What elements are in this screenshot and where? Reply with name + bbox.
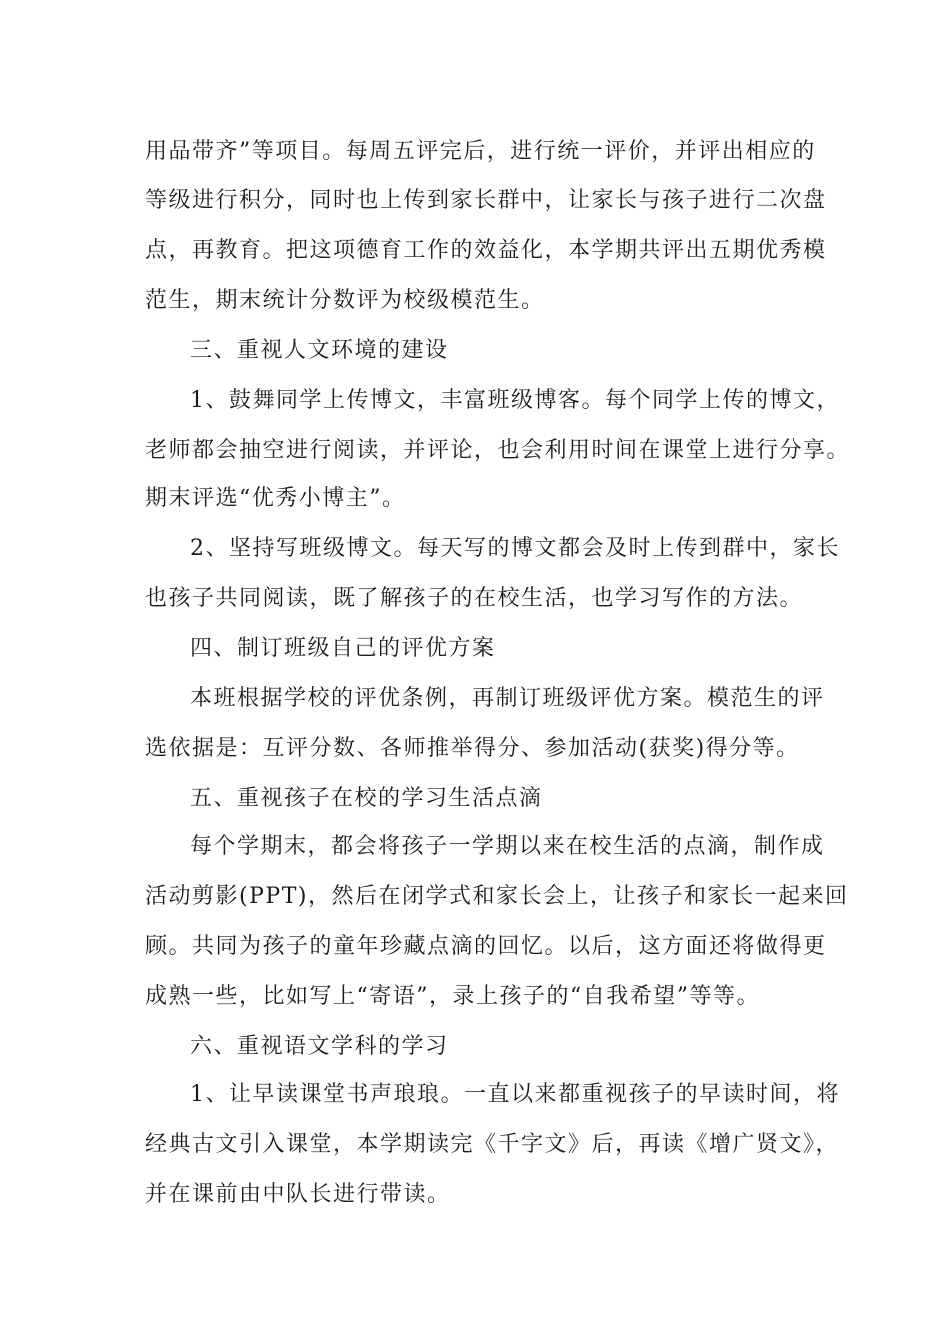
paragraph-line: 成熟一些，比如写上“寄语”，录上孩子的“自我希望”等等。 [145,984,760,1009]
paragraph-line: 本班根据学校的评优条例，再制订班级评优方案。模范生的评 [190,686,825,711]
paragraph-line: 用品带齐”等项目。每周五评完后，进行统一评价，并评出相应的 [145,139,816,164]
paragraph-line: 1、鼓舞同学上传博文，丰富班级博客。每个同学上传的博文， [190,388,840,413]
paragraph-line: 点，再教育。把这项德育工作的效益化，本学期共评出五期优秀模 [145,238,827,263]
paragraph-line: 2、坚持写班级博文。每天写的博文都会及时上传到群中，家长 [190,536,840,561]
paragraph-line: 期末评选“优秀小博主”。 [145,486,406,511]
paragraph-line: 经典古文引入课堂，本学期读完《千字文》后，再读《增广贤文》， [145,1132,840,1157]
paragraph-line: 老师都会抽空进行阅读，并评论，也会利用时间在课堂上进行分享。 [145,438,851,463]
section-heading-6: 六、重视语文学科的学习 [190,1034,449,1059]
paragraph-line: 也孩子共同阅读，既了解孩子的在校生活，也学习写作的方法。 [145,586,804,611]
paragraph-line: 1、让早读课堂书声琅琅。一直以来都重视孩子的早读时间，将 [190,1082,840,1107]
paragraph-line: 选依据是：互评分数、各师推举得分、参加活动(获奖)得分等。 [145,736,800,761]
paragraph-line: 等级进行积分，同时也上传到家长群中，让家长与孩子进行二次盘 [145,188,827,213]
section-heading-3: 三、重视人文环境的建设 [190,338,449,363]
paragraph-line: 并在课前由中队长进行带读。 [145,1182,451,1207]
section-heading-4: 四、制订班级自己的评优方案 [190,636,496,661]
paragraph-line: 顾。共同为孩子的童年珍藏点滴的回忆。以后，这方面还将做得更 [145,934,827,959]
paragraph-line: 活动剪影(PPT)，然后在闭学式和家长会上，让孩子和家长一起来回 [145,884,849,909]
section-heading-5: 五、重视孩子在校的学习生活点滴 [190,786,543,811]
paragraph-line: 每个学期末，都会将孩子一学期以来在校生活的点滴，制作成 [190,834,825,859]
paragraph-line: 范生，期末统计分数评为校级模范生。 [145,288,545,313]
